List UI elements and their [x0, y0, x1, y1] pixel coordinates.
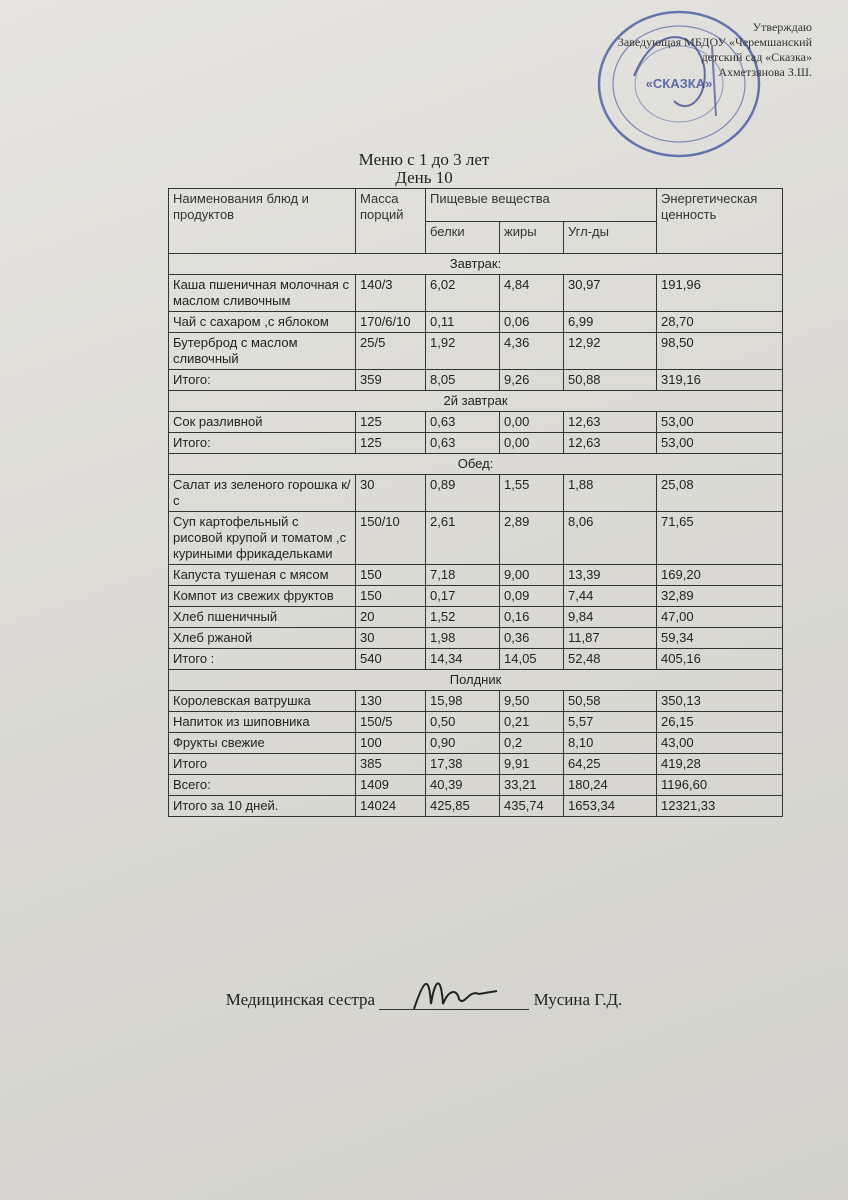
cell-energy: 319,16 [657, 370, 783, 391]
cell-protein: 0,50 [426, 712, 500, 733]
table-row [169, 754, 783, 775]
cell-energy: 25,08 [657, 475, 783, 512]
cell-energy: 59,34 [657, 628, 783, 649]
cell-energy: 26,15 [657, 712, 783, 733]
table-row [169, 275, 783, 312]
cell-dish-name: Салат из зеленого горошка к/с [169, 475, 356, 512]
handwritten-signature [409, 969, 499, 1019]
header-fat: жиры [500, 221, 564, 254]
section-title: 2й завтрак [169, 391, 783, 412]
cell-mass: 14024 [356, 796, 426, 817]
cell-energy: 169,20 [657, 565, 783, 586]
cell-protein: 0,11 [426, 312, 500, 333]
cell-mass: 150/10 [356, 512, 426, 565]
signature-field [379, 991, 529, 1010]
cell-mass: 130 [356, 691, 426, 712]
cell-protein: 1,98 [426, 628, 500, 649]
header-carbs: Угл-ды [564, 221, 657, 254]
cell-carbs: 64,25 [564, 754, 657, 775]
cell-protein: 15,98 [426, 691, 500, 712]
cell-fat: 0,2 [500, 733, 564, 754]
cell-energy: 405,16 [657, 649, 783, 670]
cell-dish-name: Итого: [169, 370, 356, 391]
cell-carbs: 180,24 [564, 775, 657, 796]
cell-carbs: 1653,34 [564, 796, 657, 817]
cell-dish-name: Компот из свежих фруктов [169, 586, 356, 607]
cell-protein: 40,39 [426, 775, 500, 796]
cell-dish-name: Капуста тушеная с мясом [169, 565, 356, 586]
header-nutrients: Пищевые вещества [426, 189, 657, 222]
section-title: Завтрак: [169, 254, 783, 275]
section-title: Полдник [169, 670, 783, 691]
cell-mass: 170/6/10 [356, 312, 426, 333]
cell-mass: 150 [356, 565, 426, 586]
cell-fat: 435,74 [500, 796, 564, 817]
table-row [169, 796, 783, 817]
cell-carbs: 13,39 [564, 565, 657, 586]
cell-fat: 0,00 [500, 412, 564, 433]
cell-mass: 150/5 [356, 712, 426, 733]
cell-fat: 0,16 [500, 607, 564, 628]
cell-fat: 4,36 [500, 333, 564, 370]
table-row [169, 475, 783, 512]
cell-carbs: 7,44 [564, 586, 657, 607]
svg-text:«СКАЗКА»: «СКАЗКА» [645, 76, 713, 91]
cell-protein: 0,90 [426, 733, 500, 754]
cell-fat: 9,26 [500, 370, 564, 391]
cell-energy: 98,50 [657, 333, 783, 370]
cell-fat: 2,89 [500, 512, 564, 565]
cell-mass: 25/5 [356, 333, 426, 370]
cell-carbs: 5,57 [564, 712, 657, 733]
cell-protein: 0,63 [426, 433, 500, 454]
cell-fat: 9,50 [500, 691, 564, 712]
table-row [169, 691, 783, 712]
cell-mass: 359 [356, 370, 426, 391]
cell-dish-name: Фрукты свежие [169, 733, 356, 754]
cell-mass: 1409 [356, 775, 426, 796]
signature-line [0, 990, 848, 1010]
cell-fat: 0,21 [500, 712, 564, 733]
cell-carbs: 12,63 [564, 412, 657, 433]
cell-carbs: 52,48 [564, 649, 657, 670]
approval-line: Ахметзянова З.Ш. [718, 65, 812, 79]
header-mass: Масса порций [356, 189, 426, 254]
cell-protein: 1,52 [426, 607, 500, 628]
cell-mass: 385 [356, 754, 426, 775]
cell-carbs: 50,88 [564, 370, 657, 391]
nurse-name: Мусина Г.Д. [533, 990, 623, 1009]
cell-fat: 14,05 [500, 649, 564, 670]
table-row [169, 586, 783, 607]
table-row [169, 628, 783, 649]
cell-protein: 2,61 [426, 512, 500, 565]
table-header-row [169, 189, 783, 222]
table-row [169, 733, 783, 754]
cell-protein: 0,63 [426, 412, 500, 433]
cell-carbs: 9,84 [564, 607, 657, 628]
cell-mass: 140/3 [356, 275, 426, 312]
cell-energy: 53,00 [657, 433, 783, 454]
section-row [169, 670, 783, 691]
cell-fat: 9,91 [500, 754, 564, 775]
cell-protein: 8,05 [426, 370, 500, 391]
cell-protein: 0,17 [426, 586, 500, 607]
cell-dish-name: Чай с сахаром ,с яблоком [169, 312, 356, 333]
cell-dish-name: Всего: [169, 775, 356, 796]
cell-energy: 350,13 [657, 691, 783, 712]
cell-fat: 0,36 [500, 628, 564, 649]
section-title: Обед: [169, 454, 783, 475]
cell-fat: 4,84 [500, 275, 564, 312]
table-row [169, 370, 783, 391]
cell-fat: 0,06 [500, 312, 564, 333]
approval-line: детский сад «Сказка» [701, 50, 812, 64]
cell-dish-name: Хлеб ржаной [169, 628, 356, 649]
cell-fat: 33,21 [500, 775, 564, 796]
cell-energy: 32,89 [657, 586, 783, 607]
cell-dish-name: Итого [169, 754, 356, 775]
cell-dish-name: Сок разливной [169, 412, 356, 433]
cell-energy: 43,00 [657, 733, 783, 754]
cell-energy: 47,00 [657, 607, 783, 628]
cell-energy: 71,65 [657, 512, 783, 565]
table-row [169, 312, 783, 333]
header-protein: белки [426, 221, 500, 254]
header-energy: Энергетическая ценность [657, 189, 783, 254]
cell-protein: 425,85 [426, 796, 500, 817]
section-row [169, 254, 783, 275]
cell-carbs: 30,97 [564, 275, 657, 312]
menu-title: Меню с 1 до 3 лет [358, 150, 490, 169]
cell-mass: 125 [356, 412, 426, 433]
cell-carbs: 8,10 [564, 733, 657, 754]
cell-carbs: 11,87 [564, 628, 657, 649]
cell-mass: 150 [356, 586, 426, 607]
cell-carbs: 12,63 [564, 433, 657, 454]
section-row [169, 391, 783, 412]
cell-mass: 125 [356, 433, 426, 454]
cell-mass: 540 [356, 649, 426, 670]
cell-dish-name: Королевская ватрушка [169, 691, 356, 712]
nurse-label: Медицинская сестра [225, 990, 376, 1009]
cell-carbs: 50,58 [564, 691, 657, 712]
cell-protein: 0,89 [426, 475, 500, 512]
header-name: Наименования блюд и продуктов [169, 189, 356, 254]
cell-protein: 6,02 [426, 275, 500, 312]
cell-fat: 1,55 [500, 475, 564, 512]
cell-protein: 1,92 [426, 333, 500, 370]
cell-energy: 1196,60 [657, 775, 783, 796]
approval-block [572, 20, 812, 80]
table-row [169, 649, 783, 670]
day-title: День 10 [395, 168, 453, 187]
cell-protein: 17,38 [426, 754, 500, 775]
table-row [169, 512, 783, 565]
table-body [169, 254, 783, 817]
cell-dish-name: Напиток из шиповника [169, 712, 356, 733]
cell-carbs: 8,06 [564, 512, 657, 565]
cell-dish-name: Итого: [169, 433, 356, 454]
cell-fat: 9,00 [500, 565, 564, 586]
table-row [169, 712, 783, 733]
cell-carbs: 12,92 [564, 333, 657, 370]
cell-dish-name: Суп картофельный с рисовой крупой и томатом ,с куриными фрикадельками [169, 512, 356, 565]
cell-mass: 100 [356, 733, 426, 754]
cell-dish-name: Итого за 10 дней. [169, 796, 356, 817]
table-row [169, 775, 783, 796]
table-row [169, 433, 783, 454]
table-row [169, 412, 783, 433]
table-row [169, 333, 783, 370]
cell-dish-name: Бутерброд с маслом сливочный [169, 333, 356, 370]
cell-carbs: 6,99 [564, 312, 657, 333]
approval-line: Заведующая МБДОУ «Черемшанский [617, 35, 812, 49]
cell-energy: 12321,33 [657, 796, 783, 817]
approval-line: Утверждаю [752, 20, 812, 34]
cell-energy: 28,70 [657, 312, 783, 333]
table-row [169, 607, 783, 628]
cell-mass: 30 [356, 475, 426, 512]
section-row [169, 454, 783, 475]
cell-dish-name: Итого : [169, 649, 356, 670]
cell-carbs: 1,88 [564, 475, 657, 512]
cell-fat: 0,09 [500, 586, 564, 607]
cell-dish-name: Каша пшеничная молочная с маслом сливочным [169, 275, 356, 312]
cell-protein: 14,34 [426, 649, 500, 670]
cell-energy: 53,00 [657, 412, 783, 433]
menu-table [168, 188, 783, 817]
cell-protein: 7,18 [426, 565, 500, 586]
cell-dish-name: Хлеб пшеничный [169, 607, 356, 628]
cell-mass: 30 [356, 628, 426, 649]
cell-energy: 419,28 [657, 754, 783, 775]
cell-mass: 20 [356, 607, 426, 628]
cell-fat: 0,00 [500, 433, 564, 454]
table-row [169, 565, 783, 586]
cell-energy: 191,96 [657, 275, 783, 312]
